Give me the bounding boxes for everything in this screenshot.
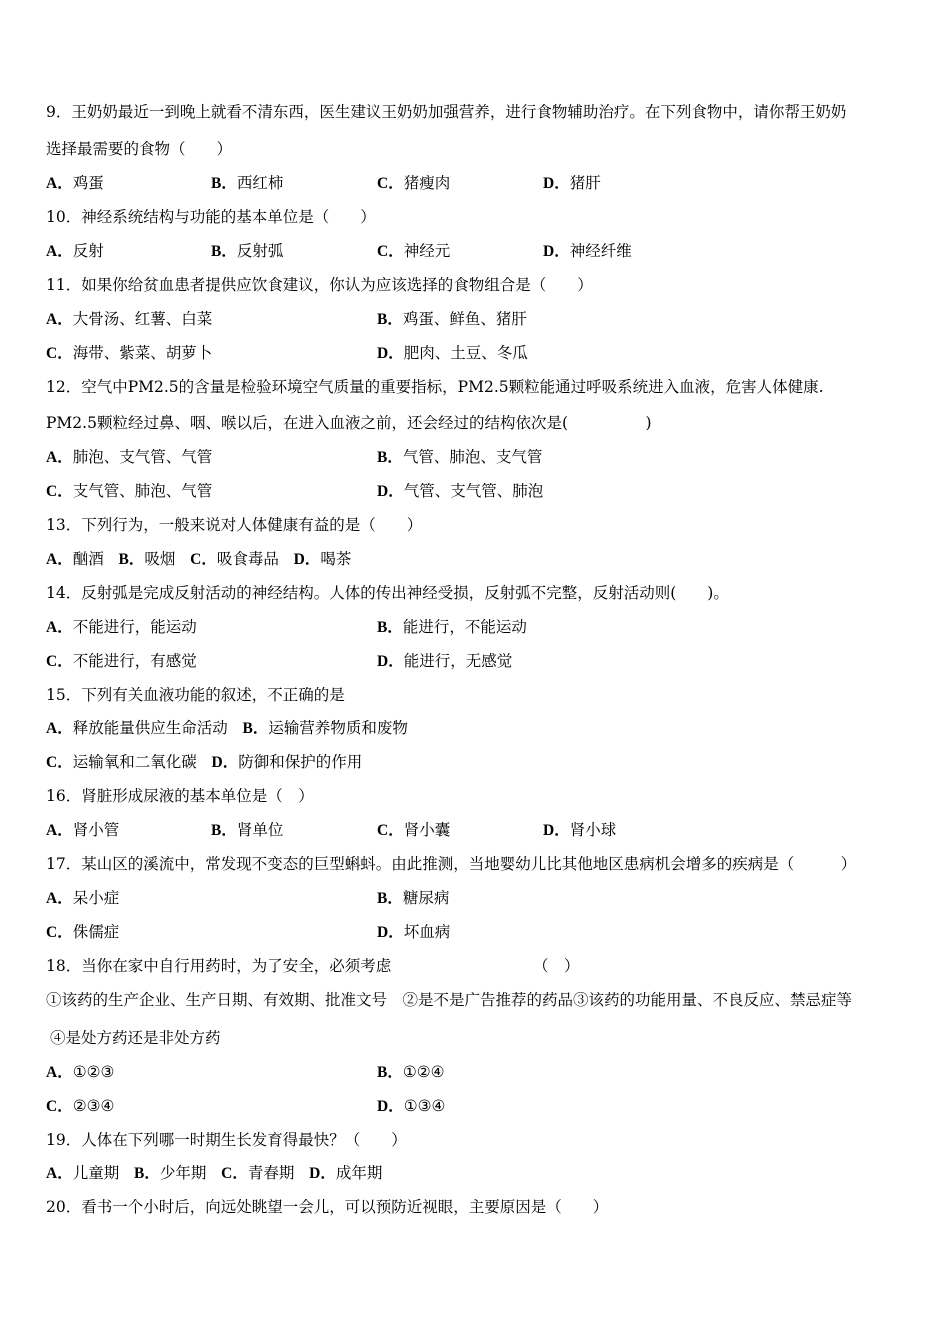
q11-option-c: C．海带、紫菜、胡萝卜 (46, 344, 213, 362)
q13-options: A．酗酒 B．吸烟 C．吸食毒品 D．喝茶 (46, 550, 352, 568)
q9-option-b: B．西红柿 (211, 174, 284, 192)
question-20-stem: 20．看书一个小时后，向远处眺望一会儿，可以预防近视眼，主要原因是（ ） (46, 1198, 609, 1216)
q17-option-d: D．坏血病 (377, 923, 451, 941)
question-18-statements: ①该药的生产企业、生产日期、有效期、批准文号 ②是不是广告推荐的药品③该药的功能用量、不良反应、禁忌症等 (46, 991, 853, 1009)
q14-option-a: A．不能进行，能运动 (46, 618, 197, 636)
q11-option-b: B．鸡蛋、鲜鱼、猪肝 (377, 310, 527, 328)
q17-option-c: C．侏儒症 (46, 923, 120, 941)
q18-option-d: D．①③④ (377, 1097, 446, 1115)
question-14-stem: 14．反射弧是完成反射活动的神经结构。人体的传出神经受损，反射弧不完整，反射活动则( )。 (46, 584, 729, 602)
q10-option-d: D．神经纤维 (543, 242, 632, 260)
q18-option-a: A．①②③ (46, 1063, 115, 1081)
q12-option-c: C．支气管、肺泡、气管 (46, 482, 213, 500)
question-18-statement-4: ④是处方药还是非处方药 (50, 1029, 221, 1047)
q14-option-d: D．能进行，无感觉 (377, 652, 513, 670)
question-11-stem: 11．如果你给贫血患者提供应饮食建议，你认为应该选择的食物组合是（ ） (46, 276, 593, 294)
question-15-stem: 15．下列有关血液功能的叙述，不正确的是 (46, 686, 345, 704)
question-16-stem: 16．肾脏形成尿液的基本单位是（ ） (46, 787, 314, 805)
q17-option-b: B．糖尿病 (377, 889, 450, 907)
q16-option-b: B．肾单位 (211, 821, 284, 839)
q16-option-c: C．肾小囊 (377, 821, 451, 839)
question-19-stem: 19．人体在下列哪一时期生长发育得最快？（ ） (46, 1131, 407, 1149)
q14-option-c: C．不能进行，有感觉 (46, 652, 197, 670)
q12-option-b: B．气管、肺泡、支气管 (377, 448, 543, 466)
q12-option-a: A．肺泡、支气管、气管 (46, 448, 213, 466)
q19-options: A．儿童期 B．少年期 C．青春期 D．成年期 (46, 1164, 383, 1182)
q9-option-c: C．猪瘦肉 (377, 174, 451, 192)
q12-option-d: D．气管、支气管、肺泡 (377, 482, 544, 500)
q15-options-ab: A．释放能量供应生命活动 B．运输营养物质和废物 (46, 719, 408, 737)
q9-option-a: A．鸡蛋 (46, 174, 104, 192)
question-18-answer-bracket: （ ） (533, 957, 580, 975)
q16-option-d: D．肾小球 (543, 821, 617, 839)
q15-options-cd: C．运输氧和二氧化碳 D．防御和保护的作用 (46, 753, 363, 771)
q18-option-c: C．②③④ (46, 1097, 115, 1115)
question-18-stem: 18．当你在家中自行用药时，为了安全，必须考虑 (46, 957, 392, 975)
q18-option-b: B．①②④ (377, 1063, 445, 1081)
q11-option-a: A．大骨汤、红薯、白菜 (46, 310, 213, 328)
question-10-stem: 10．神经系统结构与功能的基本单位是（ ） (46, 208, 376, 226)
q10-option-c: C．神经元 (377, 242, 451, 260)
question-13-stem: 13．下列行为，一般来说对人体健康有益的是（ ） (46, 516, 423, 534)
question-9-stem: 9．王奶奶最近一到晚上就看不清东西，医生建议王奶奶加强营养，进行食物辅助治疗。在下列食物中，请你帮王奶奶 (46, 103, 847, 121)
q14-option-b: B．能进行，不能运动 (377, 618, 527, 636)
q10-option-b: B．反射弧 (211, 242, 284, 260)
q11-option-d: D．肥肉、土豆、冬瓜 (377, 344, 528, 362)
q17-option-a: A．呆小症 (46, 889, 120, 907)
question-17-stem: 17．某山区的溪流中，常发现不变态的巨型蝌蚪。由此推测，当地婴幼儿比其他地区患病机会增多的疾病是（ ） (46, 855, 857, 873)
question-12-stem-cont: PM2.5颗粒经过鼻、咽、喉以后，在进入血液之前，还会经过的结构依次是( ) (46, 414, 652, 432)
q10-option-a: A．反射 (46, 242, 104, 260)
question-9-stem-cont: 选择最需要的食物（ ） (46, 140, 233, 158)
q9-option-d: D．猪肝 (543, 174, 601, 192)
q16-option-a: A．肾小管 (46, 821, 120, 839)
question-12-stem: 12．空气中PM2.5的含量是检验环境空气质量的重要指标，PM2.5颗粒能通过呼吸系统进入血液，危害人体健康. (46, 378, 824, 396)
